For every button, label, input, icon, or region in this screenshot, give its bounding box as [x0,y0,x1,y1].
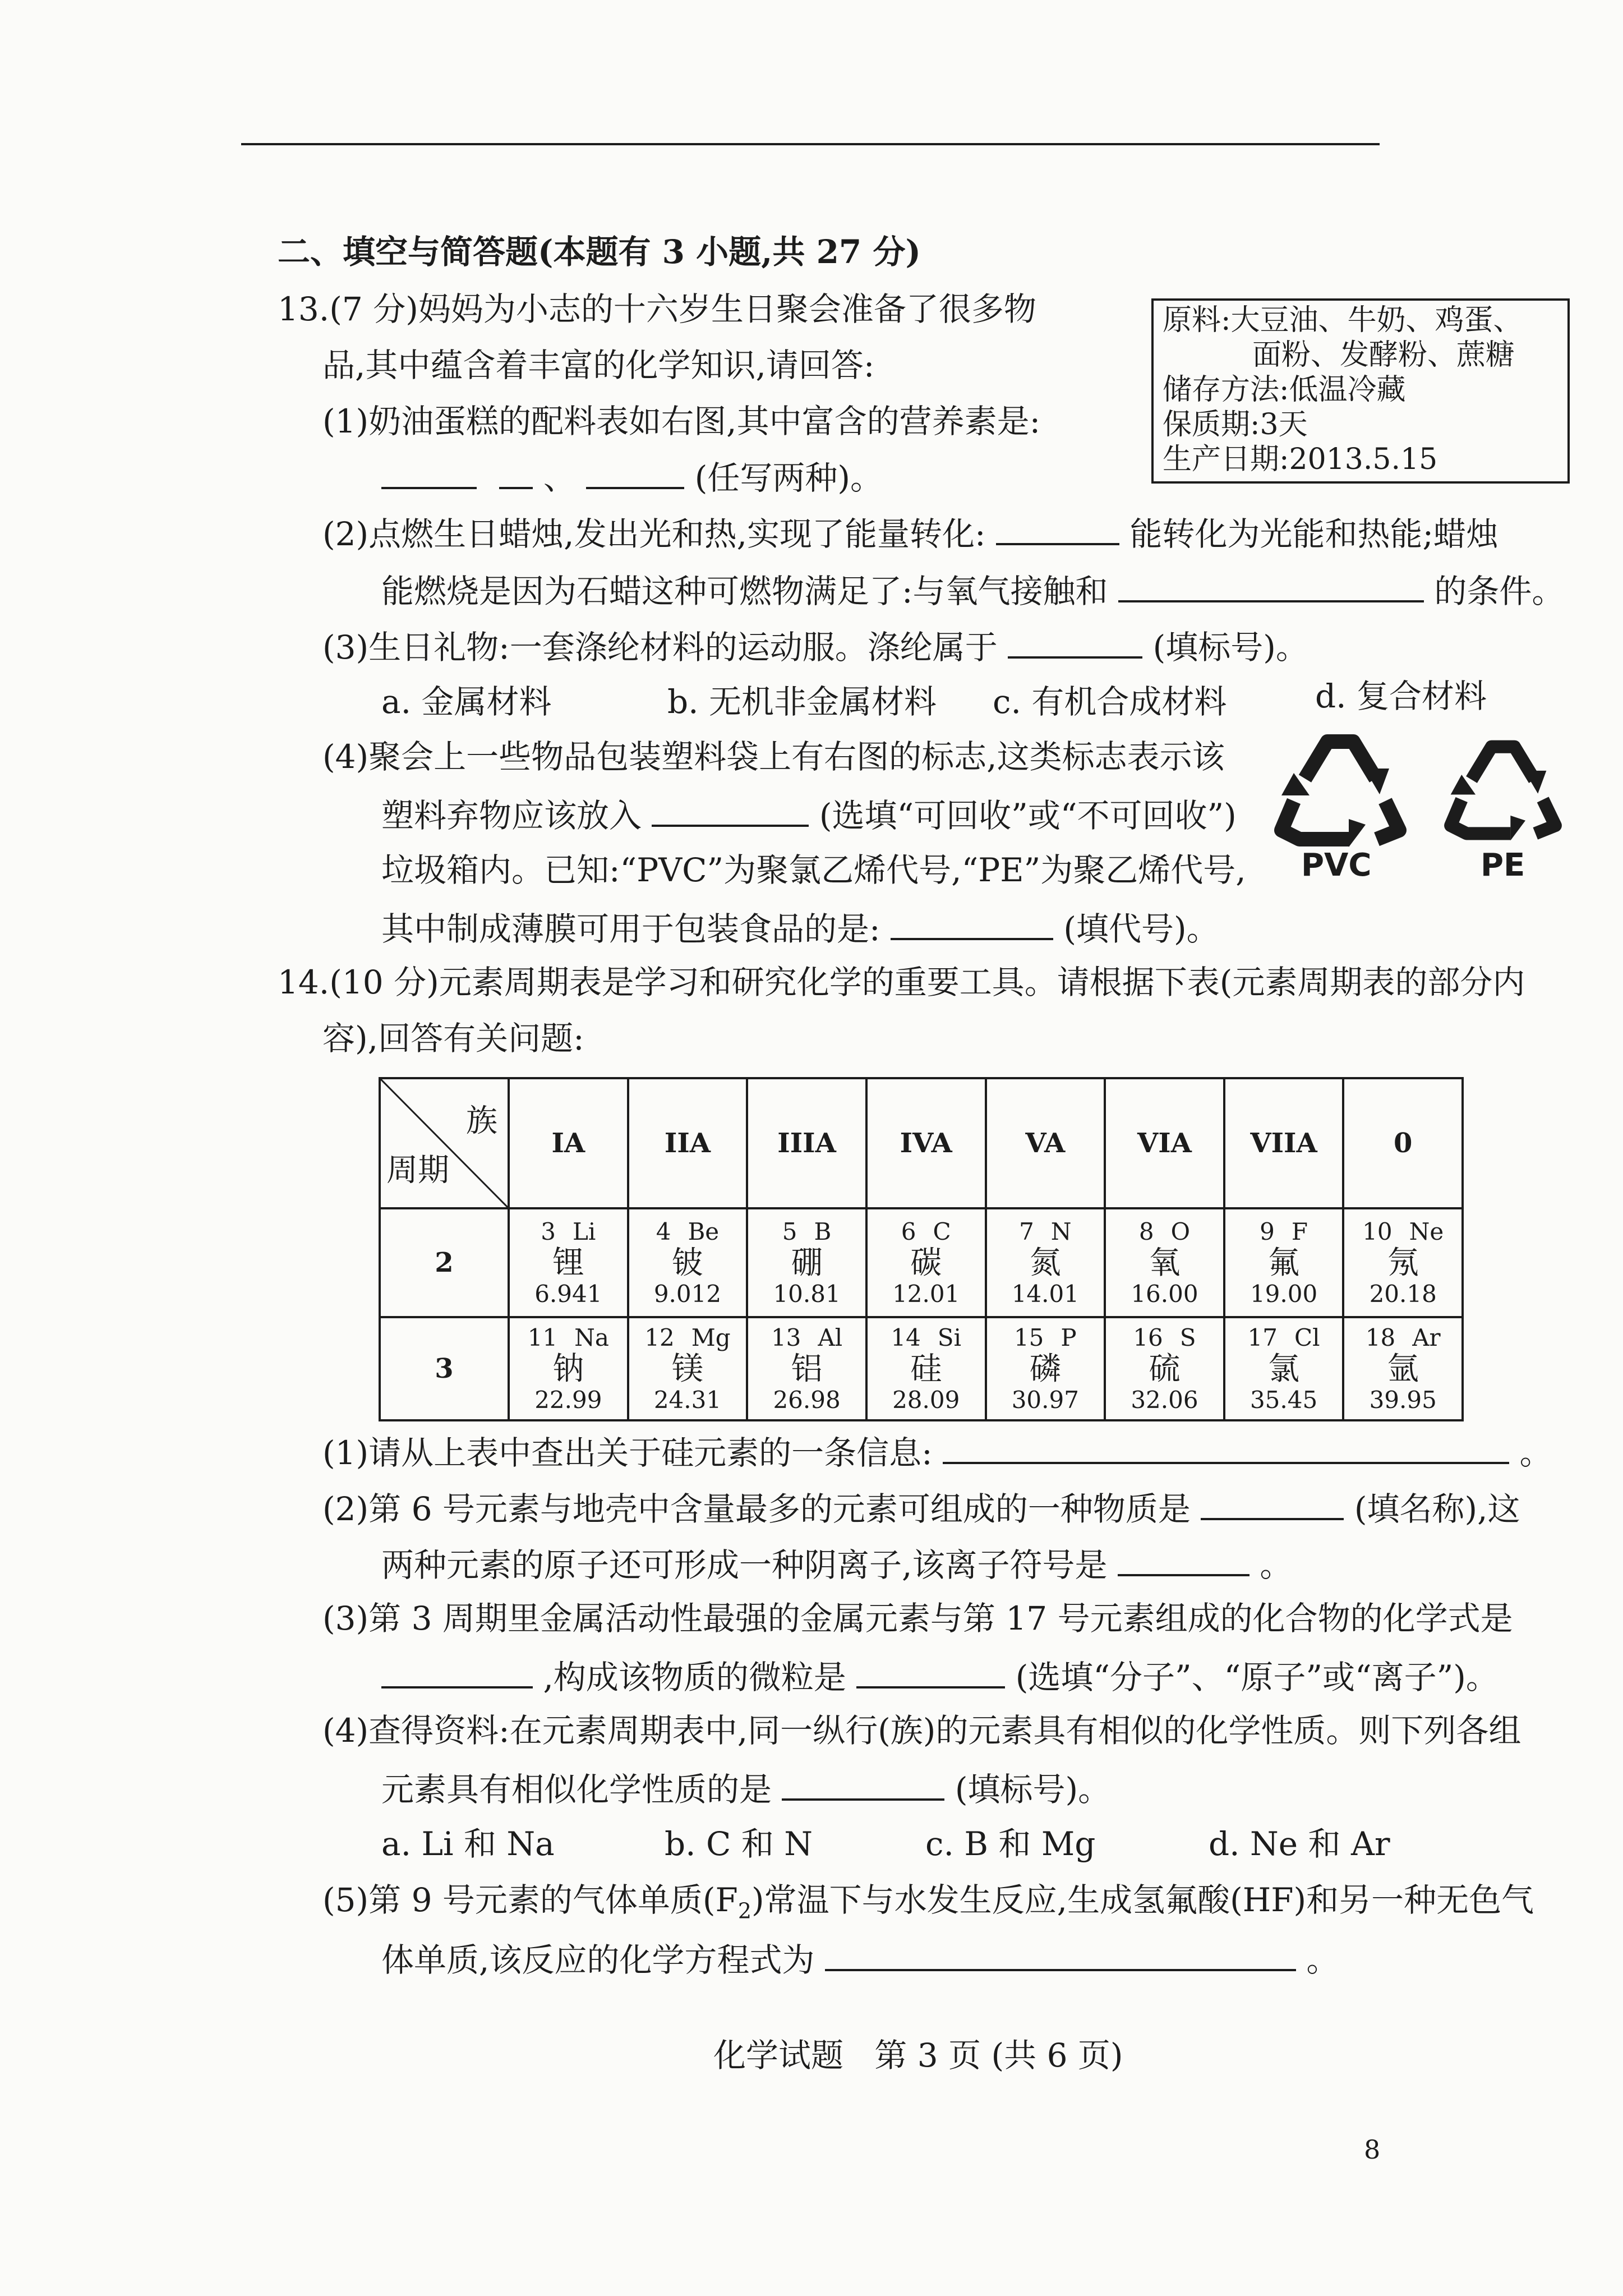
group-header: IIA [628,1078,748,1208]
element-name: 磷 [1029,1351,1061,1387]
atomic-number: 7 [1019,1218,1034,1245]
q14-option-c: c. B 和 Mg [925,1825,1096,1863]
element-number-symbol [510,1323,627,1352]
q13-part3 [322,628,1308,664]
element-name: 氯 [1268,1351,1300,1387]
question-text: (1)请从上表中查出关于硅元素的一条信息: [322,1434,933,1472]
ingredient-label-box [1151,298,1570,484]
element-name: 镁 [671,1351,703,1387]
element-cell [509,1208,628,1317]
element-number-symbol [1225,1323,1343,1352]
element-name: 氖 [1387,1245,1419,1281]
element-number-symbol [1106,1323,1223,1352]
hint-text: (任写两种)。 [694,459,883,497]
atomic-number: 13 [771,1324,801,1351]
element-symbol: Si [937,1324,962,1351]
storage-line: 储存方法:低温冷藏 [1163,373,1406,407]
element-name: 氟 [1268,1245,1300,1281]
element-number-symbol [748,1323,865,1352]
q14-line1: 14.(10 分)元素周期表是学习和研究化学的重要工具。请根据下表(元素周期表的部分内 [278,963,1525,1001]
recycle-label-pe: PE [1481,847,1525,884]
element-symbol: N [1050,1218,1072,1245]
element-cell [628,1208,748,1317]
element-symbol: Cl [1294,1324,1320,1351]
element-symbol: S [1179,1324,1196,1351]
question-text: (2)点燃生日蜡烛,发出光和热,实现了能量转化: [322,515,986,553]
table-header-row [380,1078,1463,1208]
element-symbol: O [1170,1218,1191,1245]
atomic-number: 9 [1260,1218,1275,1245]
element-name: 氧 [1149,1245,1181,1281]
question-text: )常温下与水发生反应,生成氢氟酸(HF)和另一种无色气 [751,1881,1534,1919]
atomic-mass: 28.09 [892,1386,960,1414]
answer-blank[interactable] [782,1770,944,1801]
q13-option-b: b. 无机非金属材料 [667,683,937,721]
atomic-number: 18 [1365,1324,1396,1351]
q13-option-d: d. 复合材料 [1315,677,1487,715]
question-text: 两种元素的原子还可形成一种阴离子,该离子符号是 [381,1546,1108,1584]
q14-part5-line1 [322,1881,1534,1924]
answer-blank[interactable] [825,1941,1296,1971]
question-text: 能燃烧是因为石蜡这种可燃物满足了:与氧气接触和 [381,572,1108,610]
q13-option-c: c. 有机合成材料 [993,683,1227,721]
production-date-line: 生产日期:2013.5.15 [1163,443,1438,476]
answer-blank[interactable] [381,459,477,489]
atomic-mass: 16.00 [1131,1280,1198,1308]
atomic-mass: 12.01 [892,1280,960,1308]
atomic-mass: 39.95 [1369,1386,1437,1414]
hint-text: (填标号)。 [1152,628,1308,666]
question-text: 的条件。 [1434,572,1565,610]
recycle-label-pvc: PVC [1301,847,1372,884]
q13-part1-answer-line [381,459,883,497]
atomic-mass: 24.31 [653,1386,722,1414]
element-number-symbol [868,1323,985,1352]
element-number-symbol [510,1217,627,1246]
element-cell [1105,1317,1224,1420]
q14-part3-line2 [381,1658,1498,1694]
answer-blank[interactable] [1201,1490,1344,1520]
answer-blank[interactable] [499,459,533,489]
atomic-mass: 9.012 [653,1280,722,1308]
element-number-symbol [1225,1217,1343,1246]
element-symbol: F [1291,1218,1308,1245]
element-number-symbol [1106,1217,1223,1246]
element-number-symbol [987,1323,1104,1352]
question-text: 能转化为光能和热能;蜡烛 [1129,515,1498,553]
question-text: 。 [1306,1941,1339,1979]
atomic-mass: 20.18 [1369,1280,1437,1308]
q14-part4-line2 [381,1770,1111,1809]
atomic-mass: 19.00 [1249,1280,1318,1308]
hint-text: (填代号)。 [1063,910,1219,948]
element-cell [1105,1208,1224,1317]
answer-blank[interactable] [381,1658,533,1688]
atomic-mass: 10.81 [773,1280,841,1308]
atomic-mass: 6.941 [534,1280,602,1308]
group-header: VIA [1105,1078,1224,1208]
element-symbol: Ar [1412,1324,1441,1351]
q13-part2-line1 [322,515,1498,553]
element-cell [866,1317,986,1420]
element-name: 硅 [910,1351,942,1387]
element-name: 氩 [1387,1351,1419,1387]
periodic-table [379,1077,1464,1421]
element-number-symbol [748,1217,865,1246]
q13-part4-line2 [381,797,1237,835]
group-header: IVA [866,1078,986,1208]
atomic-number: 10 [1362,1218,1393,1245]
element-symbol: Li [573,1218,596,1245]
shelf-life-line: 保质期:3天 [1163,408,1308,441]
q13-line1: 13.(7 分)妈妈为小志的十六岁生日聚会准备了很多物 [278,290,1036,328]
answer-blank[interactable] [1008,628,1142,659]
q13-part1: (1)奶油蛋糕的配料表如右图,其中富含的营养素是: [322,402,1041,440]
answer-blank[interactable] [856,1658,1005,1688]
q14-part5-line2 [381,1941,1339,1979]
q13-part4-line3: 垃圾箱内。已知:“PVC”为聚氯乙烯代号,“PE”为聚乙烯代号, [381,851,1246,889]
group-header: IA [509,1078,628,1208]
group-header: VIIA [1224,1078,1344,1208]
period-label: 2 [380,1208,509,1317]
q13-part4-line4 [381,910,1219,948]
question-text: ,构成该物质的微粒是 [543,1658,846,1696]
element-number-symbol [987,1217,1104,1246]
element-number-symbol [1344,1217,1461,1246]
q13-part2-line2 [381,572,1564,608]
separator-text: 、 [543,459,576,497]
top-rule [241,143,1380,145]
recycle-icon [1436,729,1570,847]
table-row [380,1208,1463,1317]
atomic-number: 17 [1247,1324,1278,1351]
element-name: 硼 [791,1245,823,1281]
question-text: 。 [1519,1434,1552,1472]
element-cell [986,1208,1105,1317]
ingredient-line: 面粉、发酵粉、蔗糖 [1252,338,1515,372]
element-symbol: Ne [1409,1218,1444,1245]
q14-option-b: b. C 和 N [665,1825,813,1863]
period-label: 3 [380,1317,509,1420]
element-name: 硫 [1149,1351,1181,1387]
element-symbol: Be [688,1218,720,1245]
question-text: 体单质,该反应的化学方程式为 [381,1941,815,1979]
element-symbol: Na [574,1324,609,1351]
q14-line2: 容),回答有关问题: [322,1019,584,1057]
answer-blank[interactable] [1118,572,1424,602]
q14-option-d: d. Ne 和 Ar [1209,1825,1390,1863]
atomic-mass: 32.06 [1131,1386,1198,1414]
element-symbol: Mg [691,1324,731,1351]
q14-option-a: a. Li 和 Na [381,1825,555,1863]
element-name: 锂 [552,1245,584,1281]
group-header: VA [986,1078,1105,1208]
element-name: 碳 [910,1245,942,1281]
ingredient-line: 原料:大豆油、牛奶、鸡蛋、 [1163,303,1523,337]
recycle-icon [1265,729,1416,847]
element-cell [1343,1317,1463,1420]
answer-blank[interactable] [943,1434,1509,1464]
answer-blank[interactable] [996,515,1119,545]
question-text: (2)第 6 号元素与地壳中含量最多的元素可组成的一种物质是 [322,1490,1191,1528]
answer-blank[interactable] [891,910,1053,940]
hint-text: (填名称),这 [1354,1490,1520,1528]
element-name: 氮 [1029,1245,1061,1281]
answer-blank[interactable] [652,797,809,827]
table-corner-cell [380,1078,509,1208]
atomic-number: 16 [1133,1324,1163,1351]
question-text: (5)第 9 号元素的气体单质(F [322,1881,738,1919]
atomic-number: 12 [644,1324,675,1351]
atomic-mass: 14.01 [1011,1280,1079,1308]
corner-period-label: 周期 [386,1152,449,1189]
element-number-symbol [1344,1323,1461,1352]
page-footer: 化学试题 第 3 页 (共 6 页) [713,2036,1123,2074]
question-text: 塑料弃物应该放入 [381,797,642,835]
element-number-symbol [868,1217,985,1246]
q14-part2-line1 [322,1490,1520,1528]
hint-text: (选填“可回收”或“不可回收”) [819,797,1237,835]
group-header: IIIA [747,1078,866,1208]
corner-group-label: 族 [466,1103,497,1139]
q13-part4-line1: (4)聚会上一些物品包装塑料袋上有右图的标志,这类标志表示该 [322,738,1225,776]
atomic-number: 11 [527,1324,558,1351]
element-cell [1343,1208,1463,1317]
element-name: 铍 [671,1245,703,1281]
answer-blank[interactable] [586,459,684,489]
atomic-number: 14 [891,1324,921,1351]
element-number-symbol [629,1217,746,1246]
element-symbol: Al [818,1324,843,1351]
element-cell [986,1317,1105,1420]
subscript-text: 2 [737,1898,751,1924]
atomic-number: 8 [1138,1218,1154,1245]
atomic-number: 4 [656,1218,671,1245]
group-header: 0 [1343,1078,1463,1208]
table-row [380,1317,1463,1420]
atomic-number: 5 [782,1218,797,1245]
hint-text: (填标号)。 [955,1770,1111,1809]
element-symbol: C [933,1218,951,1245]
hint-text: (选填“分子”、“原子”或“离子”)。 [1015,1658,1498,1696]
atomic-mass: 26.98 [773,1386,841,1414]
question-text: 。 [1260,1546,1293,1584]
q13-line2: 品,其中蕴含着丰富的化学知识,请回答: [322,346,875,384]
atomic-mass: 35.45 [1249,1386,1318,1414]
q13-option-a: a. 金属材料 [381,683,552,721]
q14-part3-line1: (3)第 3 周期里金属活动性最强的金属元素与第 17 号元素组成的化合物的化学式是 [322,1599,1513,1637]
q14-part1 [322,1434,1552,1472]
element-cell [1224,1317,1344,1420]
answer-blank[interactable] [1118,1546,1249,1576]
section-title: 二、填空与简答题(本题有 3 小题,共 27 分) [278,233,921,271]
atomic-mass: 30.97 [1011,1386,1079,1414]
element-cell [747,1208,866,1317]
element-name: 铝 [791,1351,823,1387]
element-cell [747,1317,866,1420]
atomic-number: 6 [901,1218,916,1245]
element-cell [1224,1208,1344,1317]
page-number: 8 [1364,2134,1381,2165]
element-symbol: B [814,1218,832,1245]
question-text: 其中制成薄膜可用于包装食品的是: [381,910,880,948]
element-cell [866,1208,986,1317]
element-cell [509,1317,628,1420]
q14-part4-line1: (4)查得资料:在元素周期表中,同一纵行(族)的元素具有相似的化学性质。则下列各组 [322,1711,1521,1750]
q14-part2-line2 [381,1546,1293,1584]
question-text: 元素具有相似化学性质的是 [381,1770,772,1809]
element-name: 钠 [552,1351,584,1387]
atomic-number: 15 [1013,1324,1044,1351]
element-symbol: P [1061,1324,1077,1351]
element-cell [628,1317,748,1420]
element-number-symbol [629,1323,746,1352]
atomic-mass: 22.99 [534,1386,602,1414]
question-text: (3)生日礼物:一套涤纶材料的运动服。涤纶属于 [322,628,998,666]
atomic-number: 3 [541,1218,556,1245]
